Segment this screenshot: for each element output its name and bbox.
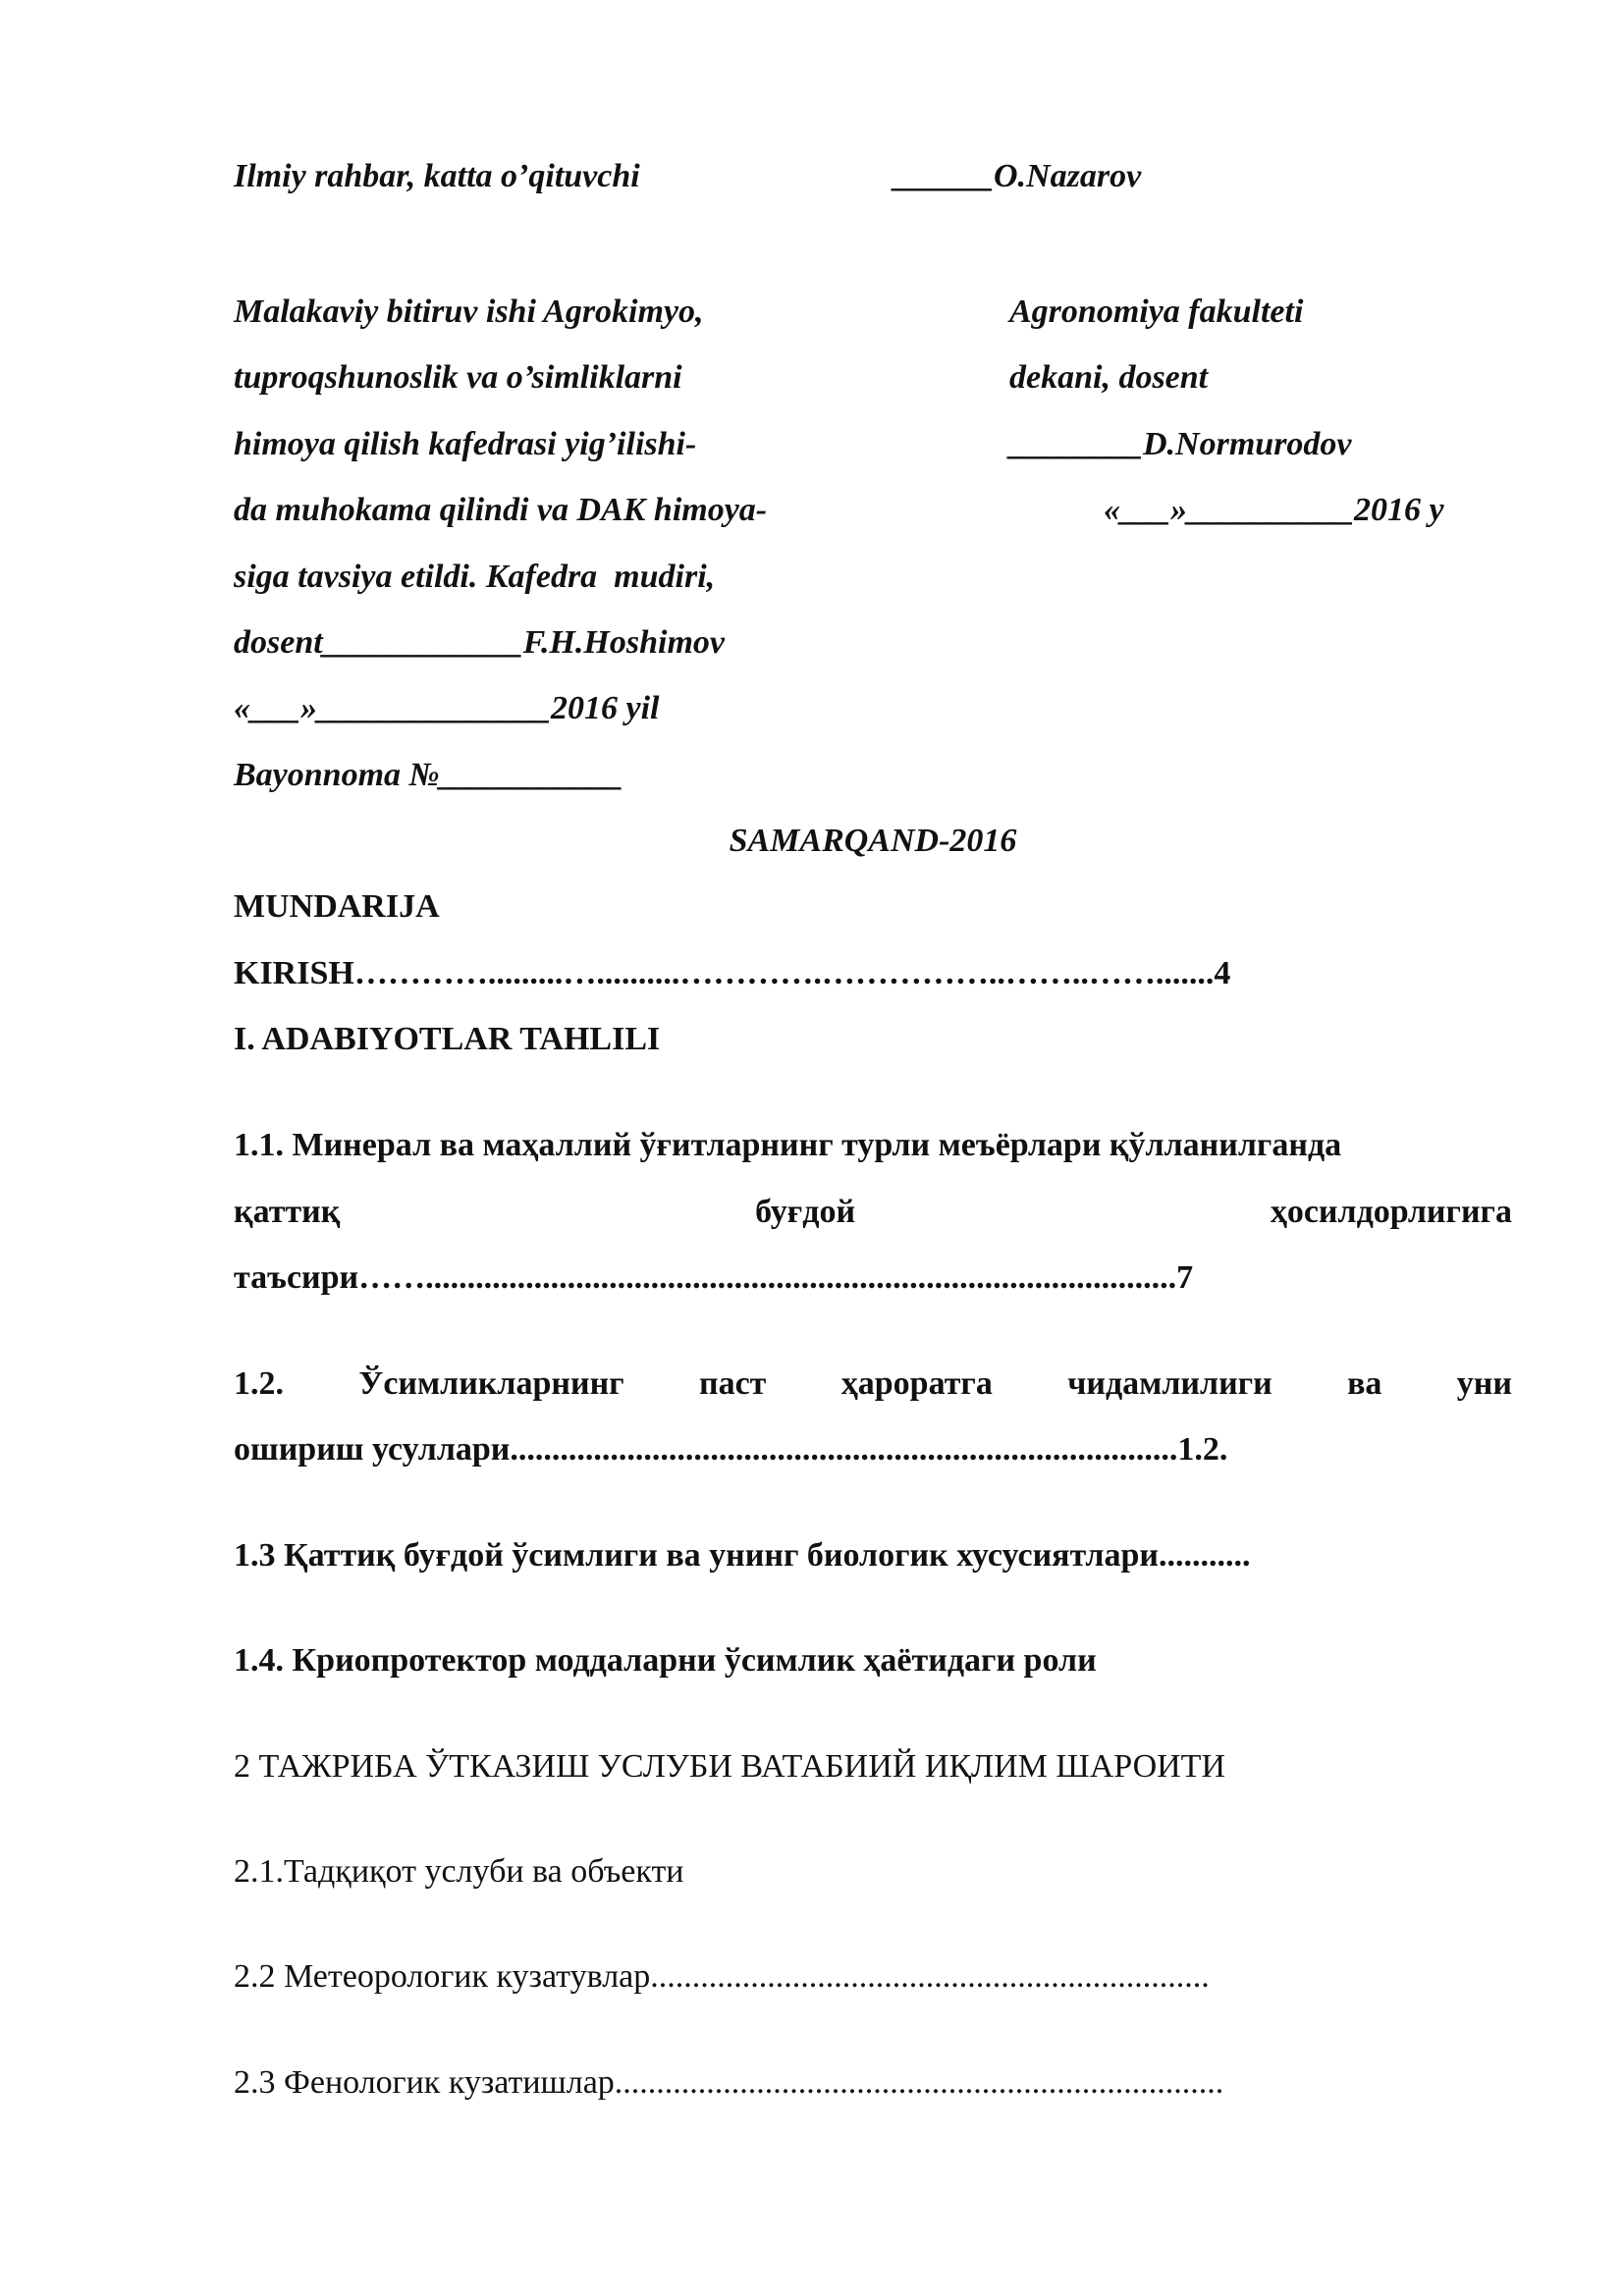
approval-left-line: siga tavsiya etildi. Kafedra mudiri, [234,559,716,595]
toc-entry-intro: KIRISH………….........…..........………….……………..……..…….......4 [234,955,1231,991]
toc-section-2: 2 ТАЖРИБА ЎТКАЗИШ УСЛУБИ ВАТАБИИЙ ИҚЛИМ ШАРОИТИ [234,1748,1226,1785]
approval-left-line: tuproqshunoslik va o’simliklarni [234,359,682,396]
toc-entry-2-2: 2.2 Метеорологик кузатувлар................................................................... [234,1958,1210,1995]
toc-entry-1-1-continued: қаттиқ буғдой ҳосилдорлигига [234,1194,1512,1230]
toc-entry-1-4: 1.4. Криопротектор моддаларни ўсимлик ҳаётидаги роли [234,1642,1097,1679]
toc-entry-1-1-end: таъсири……..........................................................................................7 [234,1259,1194,1296]
approval-left-line: Malakaviy bitiruv ishi Agrokimyo, [234,294,704,330]
contents-title: MUNDARIJA [234,888,440,925]
supervisor-label: Ilmiy rahbar, katta o’qituvchi [234,158,640,194]
approval-right-line: «___»__________2016 y [1104,492,1444,528]
toc-entry-2-3: 2.3 Фенологик кузатишлар......................................................................... [234,2064,1224,2101]
supervisor-signature: ______O.Nazarov [893,158,1142,194]
toc-entry-2-1: 2.1.Тадқиқот услуби ва объекти [234,1853,684,1890]
approval-left-line: himoya qilish kafedrasi yig’ilishi- [234,426,697,462]
approval-right-line: Agronomiya fakulteti [1009,294,1304,330]
toc-entry-1-3: 1.3 Қаттиқ буғдой ўсимлиги ва унинг биологик хусусиятлари........... [234,1537,1251,1574]
toc-section-1: I. ADABIYOTLAR TAHLILI [234,1021,661,1057]
toc-entry-1-2-end: ошириш усуллари................................................................................1.2. [234,1431,1228,1468]
protocol-number: Bayonnoma №___________ [234,757,623,793]
toc-entry-1-1: 1.1. Минерал ва маҳаллий ўғитларнинг турли меъёрлари қўлланилганда [234,1127,1342,1163]
approval-right-line: dekani, dosent [1009,359,1209,396]
city-year: SAMARQAND-2016 [729,823,1017,859]
toc-entry-1-2: 1.2. Ўсимликларнинг паст ҳароратга чидамлилиги ва уни [234,1365,1512,1402]
approval-right-line: ________D.Normurodov [1009,426,1352,462]
approval-left-line: «___»______________2016 yil [234,690,660,726]
approval-left-line: da muhokama qilindi va DAK himoya- [234,492,768,528]
approval-left-line: dosent____________F.H.Hoshimov [234,624,725,661]
